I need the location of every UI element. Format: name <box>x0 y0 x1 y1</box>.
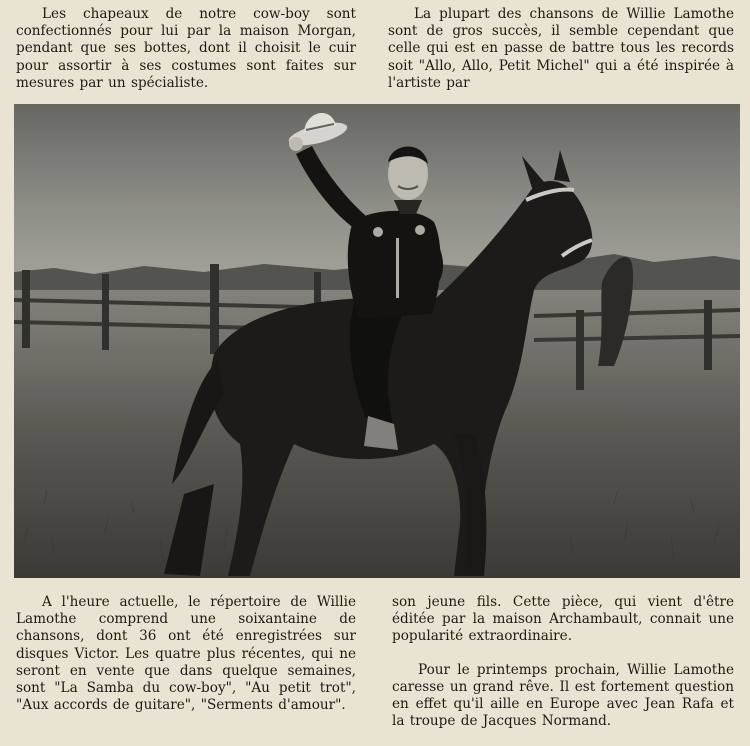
cowboy-on-horse-photo <box>14 104 740 578</box>
article-column-top-right <box>388 6 734 92</box>
article-column-top-left <box>16 6 356 92</box>
paragraph-son-song: son jeune fils. Cette pièce, qui vient d'être éditée par la maison Archambault, connait une popularité extraordinaire. <box>392 594 734 645</box>
article-column-bottom-left <box>16 594 356 714</box>
paragraph-europe-dream: Pour le printemps prochain, Willie Lamothe caresse un grand rêve. Il est fortement question en effet qu'il aille en Europe avec Jean Rafa et la troupe de Jacques Normand. <box>392 661 734 730</box>
paragraph-hats-and-boots: Les chapeaux de notre cow-boy sont confectionnés pour lui par la maison Morgan, pendant que ses bottes, dont il choisit le cuir pour assortir à ses costumes sont faites sur mesures par un spécialiste. <box>16 6 356 91</box>
paragraph-songs-success: La plupart des chansons de Willie Lamothe sont de gros succès, il semble cependant que celle qui est en passe de battre tous les records soit "Allo, Allo, Petit Michel" qui a été inspirée à l'artiste par <box>388 6 734 91</box>
paragraph-repertoire: A l'heure actuelle, le répertoire de Willie Lamothe comprend une soixantaine de chansons, dont 36 ont été enregistrées sur disques Victor. Les quatre plus récentes, qui ne seront en vente que dans quelque semaines, sont "La Samba du cow-boy", "Au petit trot", "Aux accords de guitare", "Serments d'amour". <box>16 594 356 714</box>
photo-illustration <box>14 104 740 578</box>
article-column-bottom-right <box>392 594 734 730</box>
